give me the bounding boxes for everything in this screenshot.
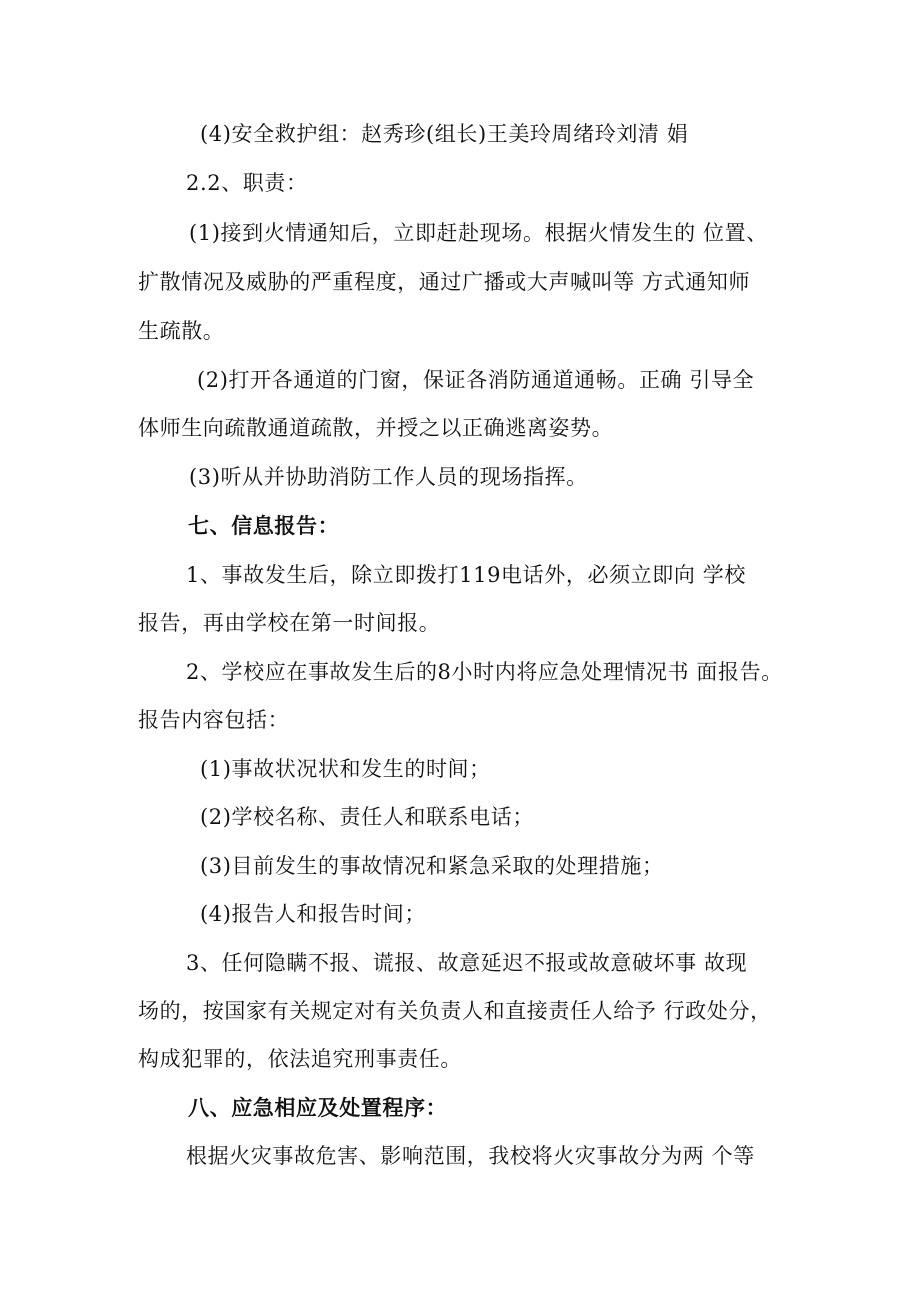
- text-line-report-3c: 构成犯罪的，依法追究刑事责任。: [138, 1047, 462, 1071]
- text-line-content-2: (2)学校名称、责任人和联系电话；: [200, 805, 534, 829]
- text-line-duty-1c: 生疏散。: [138, 319, 225, 343]
- text-line-duties-heading: 2.2、职责：: [186, 171, 308, 195]
- text-line-report-3b: 场的，按国家有关规定对有关负责人和直接责任人给予 行政处分，: [138, 999, 772, 1023]
- text-line-content-4: (4)报告人和报告时间；: [200, 902, 426, 926]
- text-line-report-1b: 报告，再由学校在第一时间报。: [138, 611, 441, 635]
- text-line-report-2b: 报告内容包括：: [138, 708, 290, 732]
- text-line-duty-2a: (2)打开各通道的门窗，保证各消防通道通畅。正确 引导全: [197, 368, 755, 392]
- text-line-report-1a: 1、事故发生后，除立即拨打119电话外，必须立即向 学校: [186, 563, 746, 587]
- text-line-report-2a: 2、学校应在事故发生后的8小时内将应急处理情况书 面报告。: [186, 660, 783, 684]
- section-heading-emergency-response: 八、应急相应及处置程序：: [188, 1096, 448, 1120]
- text-line-content-1: (1)事故状况状和发生的时间；: [200, 757, 491, 781]
- text-line-content-3: (3)目前发生的事故情况和紧急采取的处理措施；: [200, 854, 664, 878]
- text-line-duty-3: (3)听从并协助消防工作人员的现场指挥。: [189, 465, 588, 489]
- text-line-response-1: 根据火灾事故危害、影响范围，我校将火灾事故分为两 个等: [186, 1144, 755, 1168]
- text-line-report-3a: 3、任何隐瞒不报、谎报、故意延迟不报或故意破坏事 故现: [186, 951, 748, 975]
- text-line-duty-1b: 扩散情况及威胁的严重程度，通过广播或大声喊叫等 方式通知师: [138, 270, 751, 294]
- text-line-rescue-group: (4)安全救护组：赵秀珍(组长)王美玲周绪玲刘清 娟: [200, 122, 689, 146]
- section-heading-info-report: 七、信息报告：: [188, 514, 340, 538]
- text-line-duty-2b: 体师生向疏散通道疏散，并授之以正确逃离姿势。: [138, 416, 614, 440]
- text-line-duty-1a: (1)接到火情通知后，立即赶赴现场。根据火情发生的 位置、: [189, 221, 768, 245]
